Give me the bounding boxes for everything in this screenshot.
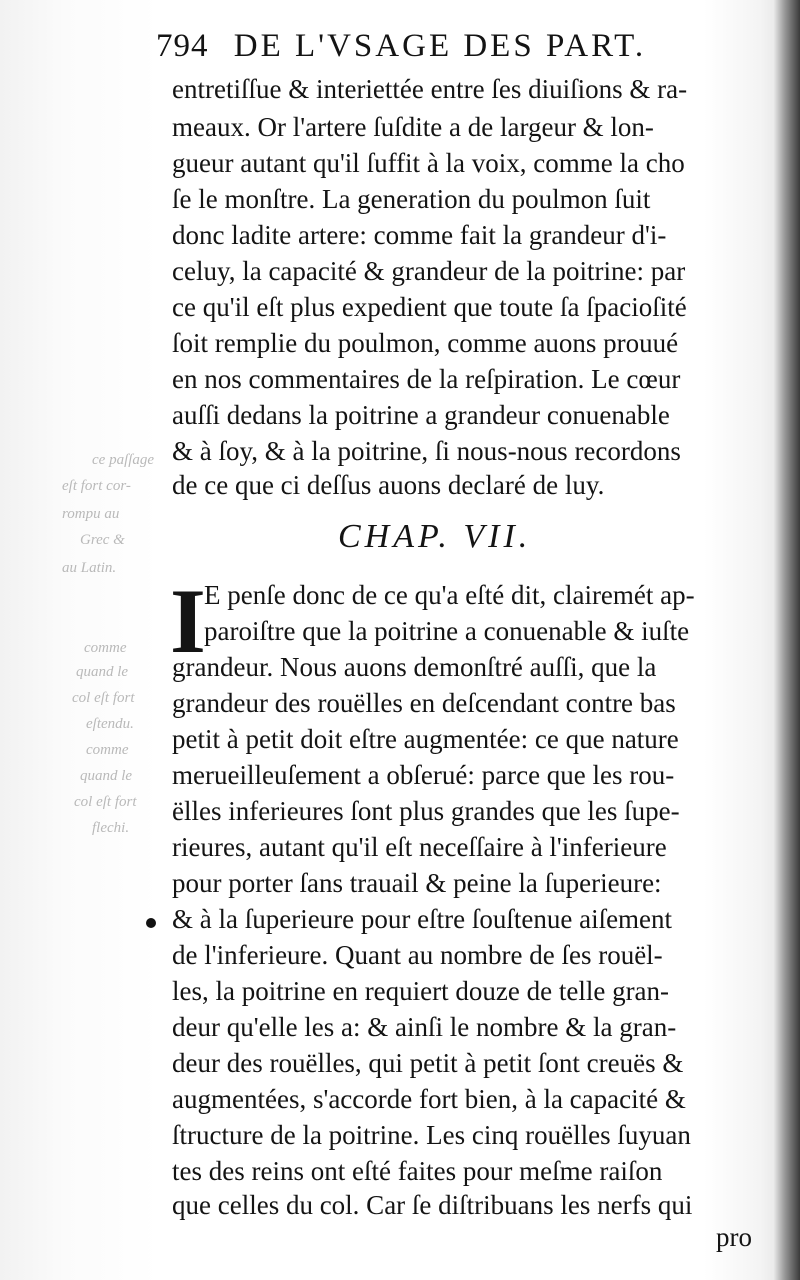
text-line: & à la ſuperieure pour eſtre ſouſtenue aiſement: [172, 904, 673, 934]
running-title: DE L'VSAGE DES PART.: [233, 28, 647, 64]
bleed-through-mark: eſtendu.: [86, 716, 134, 732]
text-line: que celles du col. Car ſe diſtribuans les nerfs qui: [172, 1190, 693, 1220]
next-page-edge: [774, 0, 800, 1280]
text-line: celuy, la capacité & grandeur de la poitrine: par: [172, 256, 686, 286]
text-line: paroiſtre que la poitrine a conuenable & iuſte: [204, 616, 690, 646]
text-line: grandeur. Nous auons demonſtré auſſi, que la: [172, 652, 657, 682]
text-line: augmentées, s'accorde fort bien, à la capacité &: [172, 1084, 686, 1114]
text-line: & à ſoy, & à la poitrine, ſi nous-nous recordons: [172, 436, 681, 466]
text-line: entretiſſue & interiettée entre ſes diuiſions & ra-: [172, 74, 688, 104]
bleed-through-mark: col eſt fort: [74, 794, 137, 810]
bleed-through-mark: col eſt fort: [72, 690, 135, 706]
text-line: auſſi dedans la poitrine a grandeur conuenable: [172, 400, 670, 430]
text-line: donc ladite artere: comme fait la grandeur d'i-: [172, 220, 667, 250]
bleed-through-mark: comme: [84, 640, 127, 656]
bleed-through-mark: rompu au: [62, 506, 120, 522]
text-line: de ce que ci deſſus auons declaré de luy.: [172, 470, 605, 500]
text-line: gueur autant qu'il ſuffit à la voix, comme la cho: [172, 148, 685, 178]
catchword: pro: [716, 1222, 752, 1252]
bleed-through-mark: comme: [86, 742, 129, 758]
text-line: meaux. Or l'artere ſuſdite a de largeur & lon-: [172, 112, 654, 142]
text-line: deur qu'elle les a: & ainſi le nombre & la gran-: [172, 1012, 677, 1042]
text-line: ſe le monſtre. La generation du poulmon ſuit: [172, 184, 651, 214]
text-line: tes des reins ont eſté faites pour meſme raiſon: [172, 1156, 663, 1186]
drop-cap: I: [170, 570, 206, 672]
text-line: merueilleuſement a obſerué: parce que les rou-: [172, 760, 675, 790]
text-line: petit à petit doit eſtre augmentée: ce que nature: [172, 724, 679, 754]
text-line: deur des rouëlles, qui petit à petit ſont creuës &: [172, 1048, 684, 1078]
text-line: ëlles inferieures ſont plus grandes que les ſupe-: [172, 796, 680, 826]
text-line: ce qu'il eſt plus expedient que toute ſa ſpacioſité: [172, 292, 687, 322]
bleed-through-mark: au Latin.: [62, 560, 117, 576]
text-line: ſtructure de la poitrine. Les cinq rouëlles ſuyuan: [172, 1120, 691, 1150]
running-header: [156, 28, 716, 65]
text-line: pour porter ſans trauail & peine la ſuperieure:: [172, 868, 662, 898]
text-line: les, la poitrine en requiert douze de telle gran-: [172, 976, 670, 1006]
bleed-through-mark: quand le: [80, 768, 133, 784]
margin-mark-icon: [146, 918, 156, 928]
text-line: en nos commentaires de la reſpiration. Le cœur: [172, 364, 681, 394]
text-line: grandeur des rouëlles en deſcendant contre bas: [172, 688, 676, 718]
text-line: rieures, autant qu'il eſt neceſſaire à l'inferieure: [172, 832, 667, 862]
bleed-through-mark: Grec &: [80, 532, 125, 548]
chapter-heading: CHAP. VII.: [338, 518, 532, 555]
bleed-through-mark: eſt fort cor-: [62, 478, 131, 494]
bleed-through-mark: flechi.: [92, 820, 130, 836]
text-line: de l'inferieure. Quant au nombre de ſes rouël-: [172, 940, 663, 970]
bleed-through-mark: quand le: [76, 664, 129, 680]
text-line: E penſe donc de ce qu'a eſté dit, clairemét ap-: [204, 580, 695, 610]
text-line: ſoit remplie du poulmon, comme auons prouué: [172, 328, 679, 358]
bleed-through-mark: ce paſſage: [92, 452, 155, 468]
page-number: 794: [156, 28, 209, 64]
